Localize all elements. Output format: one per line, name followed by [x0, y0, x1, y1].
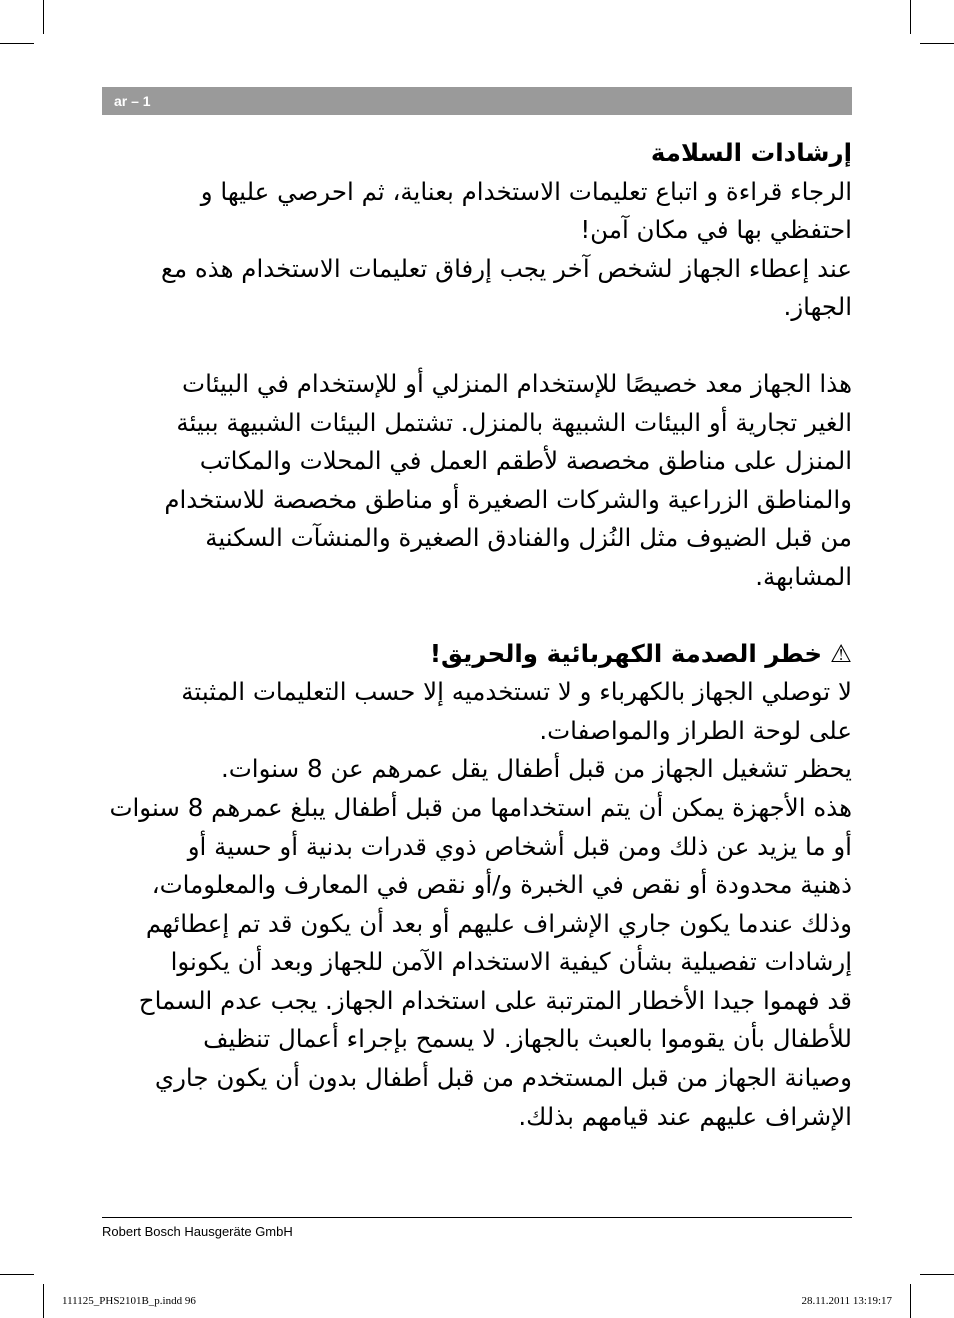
text-line: لا توصلي الجهاز بالكهرباء و لا تستخدميه إلا حسب التعليمات المثبتة — [181, 677, 852, 707]
text-line: احتفظي بها في مكان آمن! — [580, 215, 852, 245]
slug-date: 28.11.2011 13:19:17 — [801, 1295, 892, 1307]
warning-title: خطر الصدمة الكهربائية والحريق! — [429, 638, 823, 668]
text-line: المنزل على مناطق مخصصة لأطقم العمل في المحلات والمكاتب — [199, 446, 852, 476]
safety-title: إرشادات السلامة — [650, 138, 852, 167]
text-line: قد فهموا جيدا الأخطار المترتبة على استخدام الجهاز. يجب عدم السماح — [138, 985, 852, 1015]
page-header-bar — [102, 87, 852, 115]
text-line: هذه الأجهزة يمكن أن يتم استخدامها من قبل أطفال يبلغ عمرهم 8 سنوات — [109, 792, 852, 822]
text-line: للأطفال بأن يقوموا بالعبث بالجهاز. لا يسمح بإجراء أعمال تنظيف — [203, 1024, 852, 1054]
text-line: إرشادات تفصيلية بشأن كيفية الاستخدام الآمن للجهاز وبعد أن يكونوا — [170, 947, 852, 977]
crop-mark — [910, 0, 911, 34]
text-line: أو ما يزيد عن ذلك ومن قبل أشخاص ذوي قدرات بدنية أو حسية أو — [187, 831, 852, 861]
crop-mark — [910, 1284, 911, 1318]
warning-heading — [102, 635, 852, 674]
crop-mark — [0, 1274, 34, 1275]
text-line: الرجاء قراءة و اتباع تعليمات الاستخدام بعناية، ثم احرصي عليها و — [200, 176, 852, 206]
text-line: الغير تجارية أو البيئات الشبيهة بالمنزل. تشتمل البيئات الشبيهة ببيئة — [176, 407, 852, 437]
manual-content — [102, 134, 852, 1136]
text-line: من قبل الضيوف مثل النُزل والفنادق الصغيرة والمنشآت السكنية — [205, 523, 852, 553]
text-line: هذا الجهاز معد خصيصًا للإستخدام المنزلي أو للإستخدام في البيئات — [182, 368, 852, 398]
crop-mark — [43, 0, 44, 34]
page-label: ar – 1 — [114, 93, 151, 109]
text-line: على لوحة الطراز والمواصفات. — [539, 715, 852, 745]
text-line: وذلك عندما يكون جاري الإشراف عليهم أو بعد أن يكون قد تم إعطائهم — [145, 908, 852, 938]
footer-divider — [102, 1217, 852, 1218]
text-line: والمناطق الزراعية والشركات الصغيرة أو مناطق مخصصة للاستخدام — [164, 484, 852, 514]
crop-mark — [920, 43, 954, 44]
text-line: الجهاز. — [783, 292, 852, 322]
text-line: الإشراف عليهم عند قيامهم بذلك. — [518, 1101, 852, 1131]
text-line: وصيانة الجهاز من قبل المستخدم من قبل أطفال بدون أن يكون جاري — [154, 1063, 852, 1093]
text-line: المشابهة. — [755, 561, 852, 591]
text-line: ذهنية محدودة أو نقص في الخبرة و/أو نقص في المعارف والمعلومات، — [151, 870, 852, 900]
slug-file: 111125_PHS2101B_p.indd 96 — [62, 1295, 196, 1307]
warning-triangle-icon: ⚠ — [830, 638, 852, 668]
text-line: عند إعطاء الجهاز لشخص آخر يجب إرفاق تعليمات الاستخدام هذه مع — [160, 253, 852, 283]
crop-mark — [43, 1284, 44, 1318]
crop-mark — [920, 1274, 954, 1275]
footer-company: Robert Bosch Hausgeräte GmbH — [102, 1224, 293, 1239]
crop-mark — [0, 43, 34, 44]
text-line: يحظر تشغيل الجهاز من قبل أطفال يقل عمرهم عن 8 سنوات. — [220, 754, 852, 784]
